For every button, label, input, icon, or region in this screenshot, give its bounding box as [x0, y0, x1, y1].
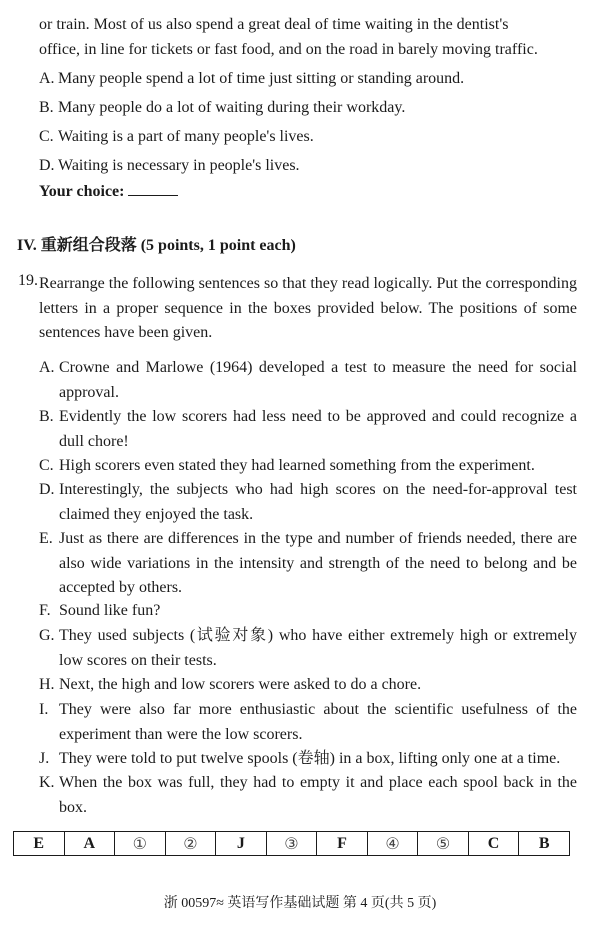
answer-box-6[interactable]: ③ — [266, 832, 317, 856]
option-letter: B. — [39, 99, 54, 116]
sentence-text: Crowne and Marlowe (1964) developed a test to measure the need for social approval. — [59, 359, 577, 401]
question-instruction: Rearrange the following sentences so that they read logically. Put the corresponding letters in a proper sequence in the boxes provided below. The positions of some sentences have been given. — [39, 275, 577, 341]
sentence-d — [39, 478, 577, 527]
answer-box-7: F — [317, 832, 368, 856]
continuation-line-1: or train. Most of us also spend a great deal of time waiting in the dentist's — [39, 16, 509, 33]
sentence-text: High scorers even stated they had learned something from the experiment. — [59, 457, 535, 474]
answer-box-8[interactable]: ④ — [367, 832, 418, 856]
sentence-letter: F. — [39, 602, 51, 619]
sentence-j — [39, 747, 577, 772]
sentence-b — [39, 405, 577, 454]
answer-box-11: B — [519, 832, 570, 856]
answer-box-1: E — [14, 832, 65, 856]
option-letter: D. — [39, 157, 55, 174]
sentence-a — [39, 356, 577, 405]
sentence-text: Just as there are differences in the type and number of friends needed, there are also wide variations in the intensity and strength of the need to belong and be accepted by others. — [59, 530, 577, 596]
sentence-letter: H. — [39, 676, 55, 693]
sentence-c — [39, 454, 577, 479]
option-text: Many people spend a lot of time just sitting or standing around. — [58, 70, 465, 87]
continuation-line-2: office, in line for tickets or fast food, and on the road in barely moving traffic. — [39, 41, 538, 58]
question-number: 19. — [18, 272, 38, 289]
sentence-text: Sound like fun? — [59, 602, 161, 619]
answer-box-2: A — [64, 832, 115, 856]
answer-box-3[interactable]: ① — [115, 832, 166, 856]
option-letter: C. — [39, 128, 54, 145]
sentence-g — [39, 624, 577, 673]
sentence-letter: J. — [39, 750, 50, 767]
page-footer: 浙 00597≈ 英语写作基础试题 第 4 页(共 5 页) — [163, 896, 437, 911]
sentence-letter: K. — [39, 774, 55, 791]
sentence-text: Interestingly, the subjects who had high scores on the need-for-approval test claimed they enjoyed the task. — [59, 481, 577, 523]
sentence-letter: E. — [39, 530, 53, 547]
sentence-letter: A. — [39, 359, 55, 376]
section-heading: IV. 重新组合段落 (5 points, 1 point each) — [17, 237, 296, 254]
sentence-f — [39, 599, 577, 624]
sentence-text: They were also far more enthusiastic about the scientific usefulness of the experiment than were the low scorers. — [59, 701, 577, 743]
your-choice-blank[interactable] — [128, 181, 178, 196]
prev-option-d — [39, 154, 577, 179]
answer-box-9[interactable]: ⑤ — [418, 832, 469, 856]
option-text: Waiting is necessary in people's lives. — [58, 157, 300, 174]
sentence-e — [39, 527, 577, 601]
prev-option-c — [39, 125, 577, 150]
sentence-letter: C. — [39, 457, 54, 474]
sentence-h — [39, 673, 577, 698]
sentence-text: When the box was full, they had to empty it and place each spool back in the box. — [59, 774, 577, 816]
your-choice-label: Your choice: — [39, 183, 125, 200]
answer-box-5: J — [216, 832, 267, 856]
prev-option-b — [39, 96, 577, 121]
answer-box-row — [13, 831, 570, 856]
answer-box-4[interactable]: ② — [165, 832, 216, 856]
sentence-text: They used subjects (试验对象) who have either extremely high or extremely low scores on their tests. — [59, 627, 577, 669]
sentence-k — [39, 771, 577, 820]
sentence-letter: D. — [39, 481, 55, 498]
sentence-i — [39, 698, 577, 747]
sentence-letter: B. — [39, 408, 54, 425]
sentence-letter: I. — [39, 701, 49, 718]
sentence-letter: G. — [39, 627, 55, 644]
sentence-text: They were told to put twelve spools (卷轴) in a box, lifting only one at a time. — [59, 750, 561, 767]
prev-option-a — [39, 67, 577, 92]
answer-box-10: C — [468, 832, 519, 856]
option-text: Many people do a lot of waiting during their workday. — [58, 99, 406, 116]
option-letter: A. — [39, 70, 55, 87]
sentence-text: Next, the high and low scorers were asked to do a chore. — [59, 676, 422, 693]
sentence-text: Evidently the low scorers had less need to be approved and could recognize a dull chore! — [59, 408, 577, 450]
your-choice-row — [39, 180, 577, 205]
option-text: Waiting is a part of many people's lives. — [58, 128, 314, 145]
